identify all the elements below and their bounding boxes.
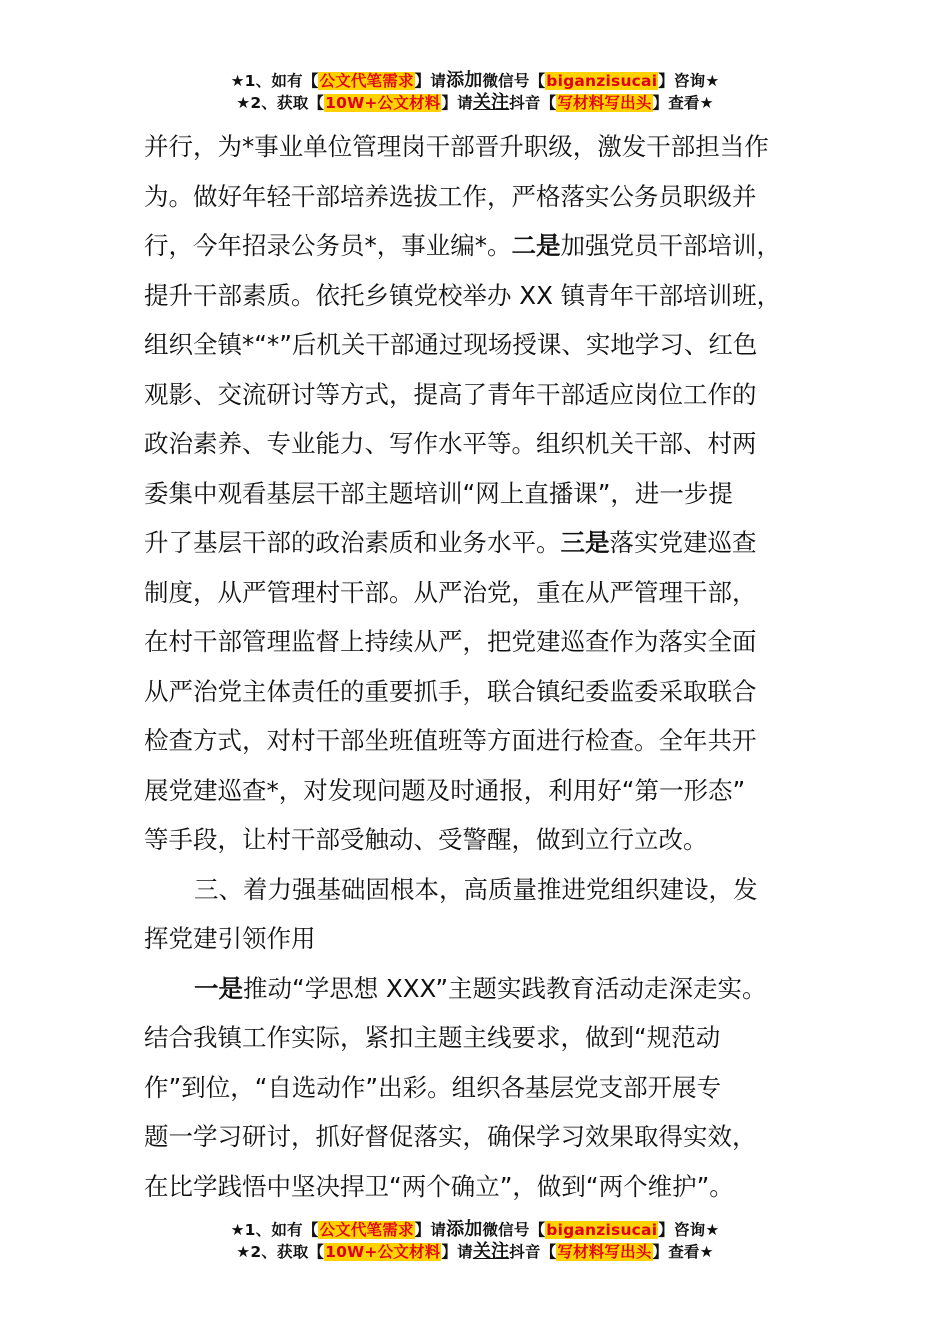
text-line: 升了基层干部的政治素质和业务水平。三是落实党建巡查 xyxy=(144,528,757,557)
text-line: 制度，从严管理村干部。从严治党，重在从严管理干部， xyxy=(144,577,757,607)
text-line: 并行，为*事业单位管理岗干部晋升职级，激发干部担当作 xyxy=(144,132,769,161)
text-line: 一是推动“学思想 XXX”主题实践教育活动走深走实。 xyxy=(194,973,767,1003)
banner-line-2: ★2、获取【10W+公文材料】请关注抖音【写材料写出头】查看★ xyxy=(236,1241,714,1262)
section-heading: 三、着力强基础固根本，高质量推进党组织建设，发 xyxy=(194,874,758,904)
bold-marker: 一是 xyxy=(194,973,243,1003)
text-line: 在村干部管理监督上持续从严，把党建巡查作为落实全面 xyxy=(144,627,757,656)
highlight-wechat-id: biganzisucai xyxy=(546,72,658,90)
text-line: 展党建巡查*，对发现问题及时通报，利用好“第一形态” xyxy=(144,775,746,805)
banner-line-2: ★2、获取【10W+公文材料】请关注抖音【写材料写出头】查看★ xyxy=(236,92,714,113)
text-line: 提升干部素质。依托乡镇党校举办 XX 镇青年干部培训班， xyxy=(144,280,782,310)
text-line: 在比学践悟中坚决捍卫“两个确立”，做到“两个维护”。 xyxy=(144,1171,734,1201)
banner-line-1: ★1、如有【公文代笔需求】请添加微信号【biganzisucai】咨询★ xyxy=(230,70,720,91)
document-body xyxy=(144,122,814,1211)
section-heading-cont: 挥党建引领作用 xyxy=(144,924,316,953)
banner-line-1: ★1、如有【公文代笔需求】请添加微信号【biganzisucai】咨询★ xyxy=(230,1219,720,1240)
text-line: 委集中观看基层干部主题培训“网上直播课”，进一步提 xyxy=(144,478,733,508)
highlight-materials: 10W+公文材料 xyxy=(325,94,441,112)
text-line: 检查方式，对村干部坐班值班等方面进行检查。全年共开 xyxy=(144,726,757,755)
highlight-materials: 10W+公文材料 xyxy=(325,1243,441,1261)
text-line: 作”到位，“自选动作”出彩。组织各基层党支部开展专 xyxy=(144,1072,722,1102)
text-line: 题一学习研讨，抓好督促落实，确保学习效果取得实效， xyxy=(144,1122,757,1151)
footer-banner xyxy=(0,1219,950,1263)
bold-marker: 三是 xyxy=(560,528,610,557)
highlight-douyin-account: 写材料写出头 xyxy=(557,94,652,112)
text-line: 政治素养、专业能力、写作水平等。组织机关干部、村两 xyxy=(144,429,757,458)
bold-marker: 二是 xyxy=(511,231,561,260)
text-line: 行，今年招录公务员*，事业编*。二是加强党员干部培训， xyxy=(144,231,781,260)
highlight-service: 公文代笔需求 xyxy=(319,1221,414,1239)
header-banner xyxy=(0,70,950,114)
text-line: 等手段，让村干部受触动、受警醒，做到立行立改。 xyxy=(144,825,708,854)
highlight-douyin-account: 写材料写出头 xyxy=(557,1243,652,1261)
text-line: 结合我镇工作实际，紧扣主题主线要求，做到“规范动 xyxy=(144,1023,721,1052)
highlight-service: 公文代笔需求 xyxy=(319,72,414,90)
highlight-wechat-id: biganzisucai xyxy=(546,1221,658,1239)
text-line: 为。做好年轻干部培养选拔工作，严格落实公务员职级并 xyxy=(144,181,757,211)
text-line: 组织全镇*“*”后机关干部通过现场授课、实地学习、红色 xyxy=(144,330,758,359)
text-line: 从严治党主体责任的重要抓手，联合镇纪委监委采取联合 xyxy=(144,676,757,706)
text-line: 观影、交流研讨等方式，提高了青年干部适应岗位工作的 xyxy=(144,379,757,409)
